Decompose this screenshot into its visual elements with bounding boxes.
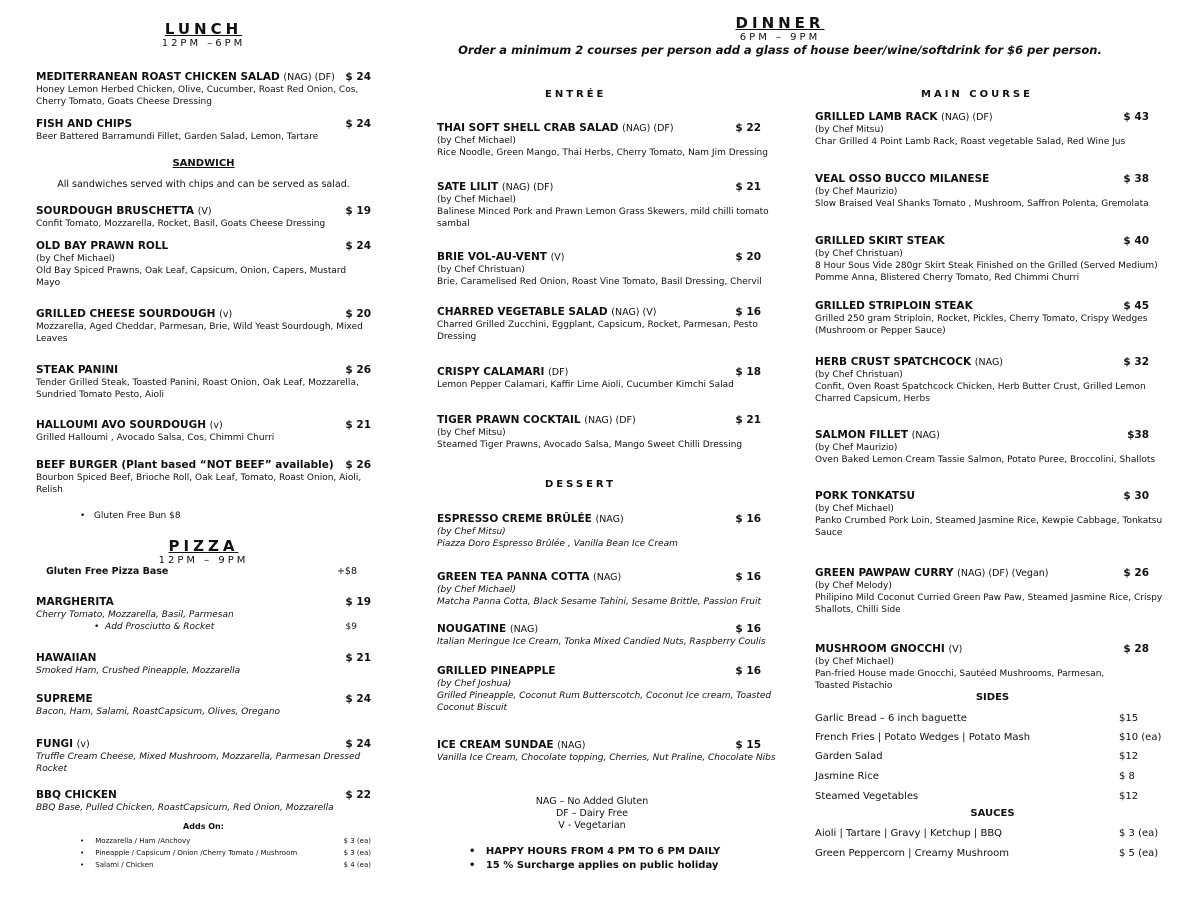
item-name: BEEF BURGER (Plant based “NOT BEEF” available) [36, 459, 334, 471]
item-desc: Brie, Caramelised Red Onion, Roast Vine Tomato, Basil Dressing, Chervil [437, 277, 762, 287]
menu-item [437, 739, 777, 764]
item-tags: (NAG) (DF) [584, 415, 636, 426]
item-name: GRILLED PINEAPPLE [437, 665, 556, 677]
side-price: $12 [1119, 791, 1139, 802]
side-name: Steamed Vegetables [815, 791, 919, 802]
sauce-row [815, 827, 1165, 840]
side-price: $ 8 [1119, 771, 1135, 782]
item-name: ESPRESSO CREME BRÛLÉE [437, 513, 592, 525]
item-desc: Beer Battered Barramundi Fillet, Garden Salad, Lemon, Tartare [36, 132, 319, 142]
item-name: GRILLED STRIPLOIN STEAK [815, 300, 973, 312]
item-price: $ 16 [735, 623, 761, 635]
menu-item [815, 429, 1165, 466]
item-price: $ 19 [345, 596, 371, 608]
notices [469, 845, 720, 873]
item-chef: (by Chef Maurizio) [815, 443, 898, 453]
item-tags: (NAG) [557, 740, 586, 751]
item-desc: Smoked Ham, Crushed Pineapple, Mozzarella [36, 666, 241, 676]
item-desc: Lemon Pepper Calamari, Kaffir Lime Aioli, Cucumber Kimchi Salad [437, 380, 734, 390]
item-desc: Truffle Cream Cheese, Mixed Mushroom, Mozzarella, Parmesan Dressed Rocket [36, 752, 361, 774]
sauces-title: SAUCES [970, 808, 1015, 819]
menu-item [36, 118, 371, 143]
pizza-hours: 12PM – 9PM [158, 555, 249, 566]
item-name: SALMON FILLET [815, 429, 908, 441]
item-name: SOURDOUGH BRUSCHETTA [36, 205, 195, 217]
item-tags: (NAG) (DF) [283, 72, 335, 83]
item-price: $ 20 [735, 251, 761, 263]
item-price: $ 22 [735, 122, 761, 134]
item-desc: Steamed Tiger Prawns, Avocado Salsa, Mango Sweet Chilli Dressing [437, 440, 743, 450]
menu-item [36, 205, 371, 230]
item-price: $ 24 [345, 71, 371, 83]
item-price: $ 24 [345, 738, 371, 750]
item-price: $ 26 [345, 364, 371, 376]
item-chef: (by Chef Melody) [815, 581, 892, 591]
item-tags: (NAG) [509, 624, 539, 635]
item-name: NOUGATINE [437, 623, 507, 635]
item-name: BBQ CHICKEN [36, 789, 117, 801]
entree-title: ENTRÉE [545, 89, 607, 100]
item-name: STEAK PANINI [36, 364, 119, 376]
sides-title: SIDES [975, 692, 1010, 703]
sauce-name: Green Peppercorn | Creamy Mushroom [815, 848, 1010, 859]
menu-item [437, 414, 777, 451]
menu-item [36, 693, 371, 718]
item-desc: Italian Meringue Ice Cream, Tonka Mixed Candied Nuts, Raspberry Coulis [437, 637, 766, 647]
legend-nag: NAG – No Added Gluten [535, 796, 649, 807]
item-chef: (by Chef Christuan) [437, 265, 525, 275]
item-desc: Matcha Panna Cotta, Black Sesame Tahini, Sesame Brittle, Passion Fruit [437, 597, 761, 607]
side-row [815, 770, 1165, 783]
item-desc: Tender Grilled Steak, Toasted Panini, Roast Onion, Oak Leaf, Mozzarella, Sundried Tomato Pesto, Aioli [36, 378, 359, 400]
sauce-name: Aioli | Tartare | Gravy | Ketchup | BBQ [815, 828, 1003, 839]
menu-item [36, 240, 371, 289]
item-name: TIGER PRAWN COCKTAIL [437, 414, 581, 426]
item-desc: Oven Baked Lemon Cream Tassie Salmon, Potato Puree, Broccolini, Shallots [815, 455, 1156, 465]
menu-item [815, 235, 1165, 284]
menu-item [437, 306, 777, 343]
item-price: $ 21 [735, 181, 761, 193]
dinner-promo: Order a minimum 2 courses per person add a glass of house beer/wine/softdrink for $6 per person. [458, 43, 1102, 57]
item-chef: (by Chef Joshua) [437, 679, 512, 689]
item-desc: Rice Noodle, Green Mango, Thai Herbs, Cherry Tomato, Nam Jim Dressing [437, 148, 768, 158]
item-price: $ 21 [735, 414, 761, 426]
menu-item [437, 623, 777, 648]
item-desc: Bourbon Spiced Beef, Brioche Roll, Oak Leaf, Tomato, Roast Onion, Aioli, Relish [36, 473, 362, 495]
item-name: MARGHERITA [36, 596, 114, 608]
item-price: $ 24 [345, 693, 371, 705]
menu-item [437, 571, 777, 608]
item-tags: (DF) [548, 367, 569, 378]
item-name: SATE LILIT [437, 181, 499, 193]
item-name: SUPREME [36, 693, 93, 705]
menu-item [36, 364, 371, 401]
item-price: $ 19 [345, 205, 371, 217]
sauce-row [815, 847, 1165, 860]
menu-item [36, 789, 371, 814]
item-price: $ 22 [345, 789, 371, 801]
item-tags: (NAG) (DF) [501, 182, 554, 193]
item-tags: (v) [76, 739, 90, 750]
item-price: $ 26 [345, 459, 371, 471]
item-price: $ 40 [1123, 235, 1149, 247]
item-desc: Char Grilled 4 Point Lamb Rack, Roast vegetable Salad, Red Wine Jus [815, 137, 1126, 147]
sauce-price: $ 3 (ea) [1119, 828, 1159, 839]
menu-item [36, 71, 371, 108]
item-price: $ 24 [345, 118, 371, 130]
item-name: VEAL OSSO BUCCO MILANESE [815, 173, 990, 185]
gf-base-label: Gluten Free Pizza Base [46, 566, 169, 577]
sandwich-title: SANDWICH [172, 158, 235, 169]
item-chef: (by Chef Christuan) [815, 249, 903, 259]
legend-df: DF – Dairy Free [555, 808, 629, 819]
menu-item [815, 490, 1165, 539]
item-desc: Balinese Minced Pork and Prawn Lemon Grass Skewers, mild chilli tomato sambal [437, 207, 769, 229]
item-price: $ 20 [345, 308, 371, 320]
item-chef: (by Chef Michael) [437, 585, 516, 595]
side-row [815, 731, 1165, 744]
adds-on-row: • Pineapple / Capsicum / Onion /Cherry Tomato / Mushroom $ 3 (ea) [80, 849, 371, 857]
adds-on-list [80, 835, 371, 871]
item-name: BRIE VOL-AU-VENT [437, 251, 547, 263]
item-chef: (by Chef Michael) [815, 657, 894, 667]
addon-name: Pineapple / Capsicum / Onion /Cherry Tomato / Mushroom [95, 849, 298, 857]
main-course-title: MAIN COURSE [921, 89, 1033, 100]
notice-text: 15 % Surcharge applies on public holiday [485, 860, 719, 871]
side-row [815, 712, 1165, 725]
item-desc: Grilled Pineapple, Coconut Rum Butterscotch, Coconut Ice cream, Toasted Coconut Biscuit [437, 691, 772, 713]
item-name: MEDITERRANEAN ROAST CHICKEN SALAD [36, 71, 280, 83]
gf-pizza-base [46, 566, 357, 577]
item-tags: (NAG) [595, 514, 624, 525]
adds-on-row: • Salami / Chicken $ 4 (ea) [80, 861, 371, 869]
item-chef: (by Chef Michael) [437, 195, 516, 205]
side-price: $12 [1119, 751, 1139, 762]
menu-item [437, 366, 777, 391]
item-chef: (by Chef Mitsu) [815, 125, 884, 135]
item-tags: (v) [209, 420, 223, 431]
item-name: GRILLED LAMB RACK [815, 111, 938, 123]
item-desc: Slow Braised Veal Shanks Tomato , Mushroom, Saffron Polenta, Gremolata [815, 199, 1149, 209]
gluten-free-bun-note: • Gluten Free Bun $8 [80, 511, 181, 521]
dinner-header [440, 14, 1120, 57]
item-desc: Grilled Halloumi , Avocado Salsa, Cos, Chimmi Churri [36, 433, 275, 443]
item-desc: Pan-fried House made Gnocchi, Sautéed Mushrooms, Parmesan, Toasted Pistachio [815, 669, 1105, 691]
item-desc: Confit, Oven Roast Spatchcock Chicken, Herb Butter Crust, Grilled Lemon Charred Capsicum, Herbs [815, 382, 1146, 404]
item-price: $ 28 [1123, 643, 1149, 655]
item-chef: (by Chef Mitsu) [437, 428, 506, 438]
item-price: $ 32 [1123, 356, 1149, 368]
item-name: FISH AND CHIPS [36, 118, 133, 130]
item-tags: (NAG) (DF) [941, 112, 993, 123]
item-name: OLD BAY PRAWN ROLL [36, 240, 169, 252]
item-name: HAWAIIAN [36, 652, 97, 664]
addon-price: $9 [345, 622, 357, 632]
item-desc: Grilled 250 gram Striploin, Rocket, Pickles, Cherry Tomato, Crispy Wedges (Mushroom or Pepper Sauce) [815, 314, 1148, 336]
item-price: $ 18 [735, 366, 761, 378]
menu-item [437, 181, 777, 230]
item-price: $ 24 [345, 240, 371, 252]
item-desc: Mozzarella, Aged Cheddar, Parmesan, Brie, Wild Yeast Sourdough, Mixed Leaves [36, 322, 363, 344]
item-desc: 8 Hour Sous Vide 280gr Skirt Steak Finished on the Grilled (Served Medium) Pomme Anna, Blistered Cherry Tomato, Red Chimmi Churri [815, 261, 1158, 283]
item-price: $ 30 [1123, 490, 1149, 502]
notice-text: HAPPY HOURS FROM 4 PM TO 6 PM DAILY [485, 846, 721, 857]
pizza-title: PIZZA [168, 537, 239, 555]
item-price: $ 16 [735, 306, 761, 318]
item-tags: (V) [550, 252, 565, 263]
lunch-title: LUNCH [164, 20, 243, 38]
item-desc: Philipino Mild Coconut Curried Green Paw Paw, Steamed Jasmine Rice, Crispy Shallots, Chilli Side [815, 593, 1163, 615]
item-desc: Cherry Tomato, Mozzarella, Basil, Parmesan [36, 610, 234, 620]
side-name: French Fries | Potato Wedges | Potato Mash [815, 732, 1031, 743]
item-price: $ 21 [345, 652, 371, 664]
item-desc: Vanilla Ice Cream, Chocolate topping, Cherries, Nut Praline, Chocolate Nibs [437, 753, 776, 763]
item-chef: (by Chef Maurizio) [815, 187, 898, 197]
item-price: $ 16 [735, 513, 761, 525]
gluten-free-bun-text: Gluten Free Bun $8 [93, 511, 181, 521]
gf-base-price: +$8 [336, 566, 357, 577]
item-name: MUSHROOM GNOCCHI [815, 643, 945, 655]
menu-item [36, 419, 371, 444]
addon-price: $ 3 (ea) [343, 849, 371, 857]
item-desc: BBQ Base, Pulled Chicken, RoastCapsicum, Red Onion, Mozzarella [36, 803, 334, 813]
margherita-addon: • Add Prosciutto & Rocket $9 [94, 622, 357, 632]
item-chef: (by Chef Michael) [815, 504, 894, 514]
item-tags: (NAG) (DF) (Vegan) [957, 568, 1049, 579]
item-tags: (NAG) [911, 430, 940, 441]
item-price: $ 21 [345, 419, 371, 431]
item-name: CRISPY CALAMARI [437, 366, 545, 378]
dessert-title: DESSERT [545, 479, 616, 490]
item-tags: (V) [948, 644, 963, 655]
item-name: GRILLED SKIRT STEAK [815, 235, 945, 247]
item-chef: (by Chef Michael) [36, 254, 115, 264]
item-price: $ 15 [735, 739, 761, 751]
item-price: $ 16 [735, 571, 761, 583]
sauce-price: $ 5 (ea) [1119, 848, 1159, 859]
menu-item [36, 308, 371, 345]
menu-item [437, 513, 777, 550]
item-name: CHARRED VEGETABLE SALAD [437, 306, 608, 318]
side-name: Jasmine Rice [815, 771, 879, 782]
addon-name: Mozzarella / Ham /Anchovy [95, 837, 191, 845]
happy-hours-notice: • HAPPY HOURS FROM 4 PM TO 6 PM DAILY [469, 846, 721, 857]
side-row [815, 750, 1165, 763]
item-name: GREEN TEA PANNA COTTA [437, 571, 590, 583]
addon-label: Add Prosciutto & Rocket [105, 622, 215, 632]
addon-price: $ 4 (ea) [343, 861, 371, 869]
menu-item [815, 111, 1165, 148]
item-chef: (by Chef Christuan) [815, 370, 903, 380]
side-name: Garlic Bread – 6 inch baguette [815, 713, 967, 724]
menu-item [36, 652, 371, 677]
menu-item [36, 596, 371, 633]
dietary-legend [477, 796, 707, 832]
item-price: $ 16 [735, 665, 761, 677]
addon-name: Salami / Chicken [95, 861, 154, 869]
item-desc: Panko Crumbed Pork Loin, Steamed Jasmine Rice, Kewpie Cabbage, Tonkatsu Sauce [815, 516, 1163, 538]
surcharge-notice: • 15 % Surcharge applies on public holiday [469, 860, 719, 871]
side-price: $10 (ea) [1119, 732, 1162, 743]
sandwich-note: All sandwiches served with chips and can be served as salad. [57, 179, 350, 190]
item-price: $ 45 [1123, 300, 1149, 312]
dinner-hours: 6PM – 9PM [739, 32, 821, 43]
item-name: THAI SOFT SHELL CRAB SALAD [437, 122, 619, 134]
item-tags: (NAG) (DF) [622, 123, 674, 134]
item-name: PORK TONKATSU [815, 490, 916, 502]
item-tags: (v) [219, 309, 233, 320]
item-name: GREEN PAWPAW CURRY [815, 567, 954, 579]
item-tags: (NAG) (V) [611, 307, 657, 318]
item-tags: (NAG) [974, 357, 1004, 368]
menu-item [437, 665, 777, 714]
item-name: HALLOUMI AVO SOURDOUGH [36, 419, 206, 431]
dinner-title: DINNER [735, 14, 825, 32]
item-desc: Honey Lemon Herbed Chicken, Olive, Cucumber, Roast Red Onion, Cos, Cherry Tomato, Goats Cheese Dressing [36, 85, 359, 107]
side-price: $15 [1119, 713, 1139, 724]
item-desc: Bacon, Ham, Salami, RoastCapsicum, Olives, Oregano [36, 707, 281, 717]
adds-on-row: • Mozzarella / Ham /Anchovy $ 3 (ea) [80, 837, 371, 845]
lunch-hours: 12PM –6PM [161, 38, 246, 49]
menu-item [36, 738, 371, 775]
menu-item [815, 643, 1165, 692]
menu-item [815, 356, 1165, 405]
side-row [815, 790, 1165, 803]
item-desc: Piazza Doro Espresso Brûlée , Vanilla Bean Ice Cream [437, 539, 678, 549]
menu-item [36, 459, 371, 496]
item-price: $38 [1127, 429, 1149, 441]
item-desc: Confit Tomato, Mozzarella, Rocket, Basil, Goats Cheese Dressing [36, 219, 326, 229]
item-chef: (by Chef Mitsu) [437, 527, 506, 537]
menu-item [815, 173, 1165, 210]
menu-item [437, 251, 777, 288]
item-chef: (by Chef Michael) [437, 136, 516, 146]
addon-price: $ 3 (ea) [343, 837, 371, 845]
item-name: HERB CRUST SPATCHCOCK [815, 356, 972, 368]
item-name: GRILLED CHEESE SOURDOUGH [36, 308, 216, 320]
item-desc: Old Bay Spiced Prawns, Oak Leaf, Capsicum, Onion, Capers, Mustard Mayo [36, 266, 347, 288]
item-price: $ 43 [1123, 111, 1149, 123]
menu-item [437, 122, 777, 159]
item-price: $ 38 [1123, 173, 1149, 185]
item-name: FUNGI [36, 738, 74, 750]
item-tags: (NAG) [593, 572, 622, 583]
menu-item [815, 300, 1165, 337]
side-name: Garden Salad [815, 751, 883, 762]
adds-on-title: Adds On: [183, 822, 224, 831]
item-tags: (V) [197, 206, 212, 217]
item-price: $ 26 [1123, 567, 1149, 579]
item-name: ICE CREAM SUNDAE [437, 739, 554, 751]
item-desc: Charred Grilled Zucchini, Eggplant, Capsicum, Rocket, Parmesan, Pesto Dressing [437, 320, 758, 342]
legend-v: V - Vegetarian [558, 820, 626, 831]
menu-item [815, 567, 1165, 616]
